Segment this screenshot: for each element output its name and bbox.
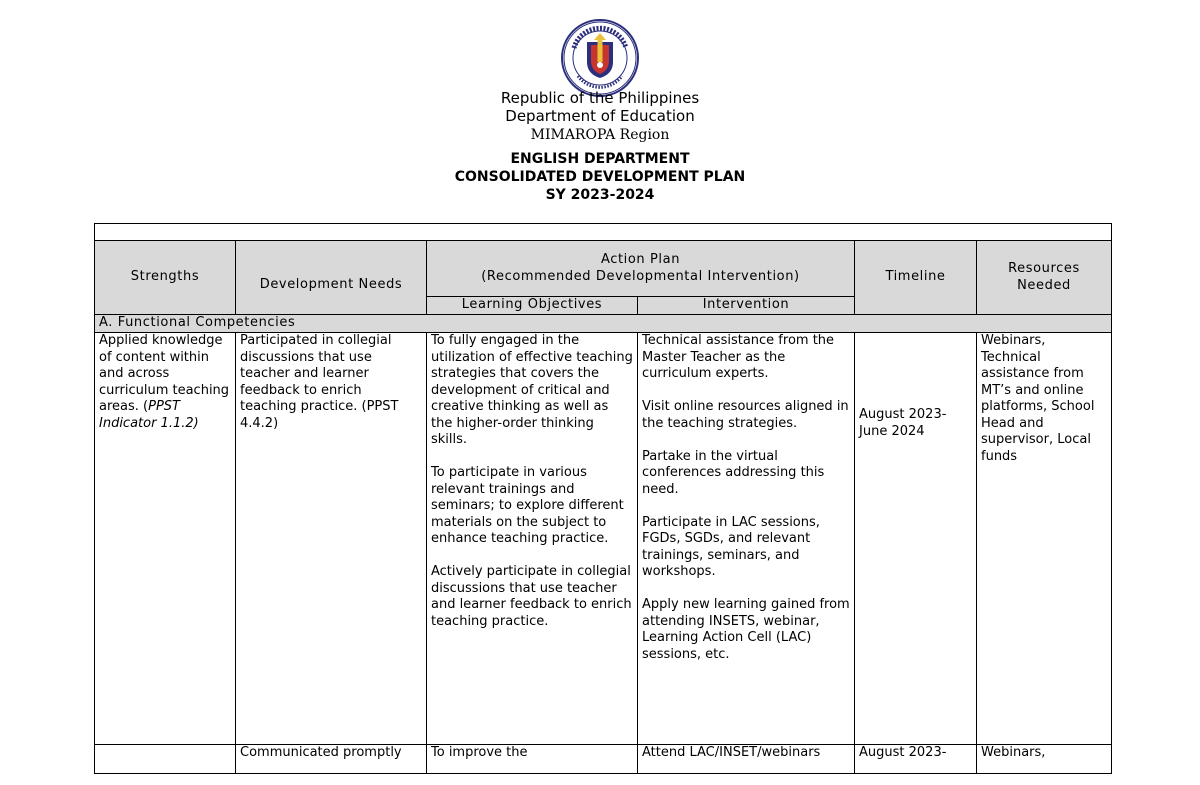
resources-cell: Webinars, xyxy=(977,745,1112,774)
development-needs-cell xyxy=(236,333,427,745)
ppst-indicator-text: PPST Indicator 1.1.2) xyxy=(99,399,199,431)
learning-objectives-text: To fully engaged in the utilization of effective teaching strategies that covers the development of critical and creative thinking as well as the higher-order thinking skills. To participate in various relevant trainings and seminars; to explore different materials on the subject to enhance teaching practice. Actively participate in collegial discussions that use teacher and learner feedback to enrich teaching practice. xyxy=(431,333,633,629)
department-text: Department of Education xyxy=(505,107,695,125)
table-blank-row xyxy=(95,224,1112,241)
intervention-text: Technical assistance from the Master Teacher as the curriculum experts. Visit online resources aligned in the teaching strategies. Partake in the virtual conferences addressing this need. Participate in LAC sessions, FGDs, SGDs, and relevant trainings, seminars, and workshops. Apply new learning gained from attending INSETS, webinar, Learning Action Cell (LAC) sessions, etc. xyxy=(642,333,850,662)
table-row xyxy=(95,333,1112,745)
development-plan-table xyxy=(94,223,1112,774)
header-resources-needed: Resources Needed xyxy=(977,241,1112,315)
timeline-cell xyxy=(855,333,977,745)
timeline-cell: August 2023- xyxy=(855,745,977,774)
section-row xyxy=(95,315,1112,333)
title-school-year: SY 2023-2024 xyxy=(545,187,655,203)
learning-objectives-cell: To improve the xyxy=(427,745,638,774)
strengths-cell xyxy=(95,745,236,774)
title-department: ENGLISH DEPARTMENT xyxy=(510,151,690,167)
development-needs-cell: Communicated promptly xyxy=(236,745,427,774)
learning-objectives-cell xyxy=(427,333,638,745)
blank-cell xyxy=(95,224,1112,241)
header-development-needs: Development Needs xyxy=(236,241,427,315)
table-header-row xyxy=(95,241,1112,297)
header-intervention: Intervention xyxy=(638,297,855,315)
title-plan: CONSOLIDATED DEVELOPMENT PLAN xyxy=(454,169,746,185)
header-timeline: Timeline xyxy=(855,241,977,315)
development-needs-text: Participated in collegial discussions that use teacher and learner feedback to enrich teaching practice. (PPST 4.4.2) xyxy=(240,333,399,431)
intervention-cell: Attend LAC/INSET/webinars xyxy=(638,745,855,774)
header-action-plan-line2: (Recommended Developmental Intervention) xyxy=(481,268,800,284)
table-row xyxy=(95,745,1112,774)
resources-text: Webinars, Technical assistance from MT’s and online platforms, School Head and supervisor, Local funds xyxy=(981,333,1095,464)
header-action-plan-line1: Action Plan xyxy=(600,252,681,267)
strengths-cell xyxy=(95,333,236,745)
header-strengths: Strengths xyxy=(95,241,236,315)
region-text: MIMAROPA Region xyxy=(530,127,670,143)
intervention-cell xyxy=(638,333,855,745)
section-functional-competencies: A. Functional Competencies xyxy=(95,315,1112,333)
republic-text: Republic of the Philippines xyxy=(500,89,700,107)
timeline-text: August 2023-June 2024 xyxy=(859,407,947,439)
strengths-text: Applied knowledge of content within and across curriculum teaching areas. ( xyxy=(99,333,230,414)
resources-cell xyxy=(977,333,1112,745)
header-learning-objectives: Learning Objectives xyxy=(427,297,638,315)
header-action-plan xyxy=(427,241,855,297)
deped-seal-icon xyxy=(560,18,640,98)
